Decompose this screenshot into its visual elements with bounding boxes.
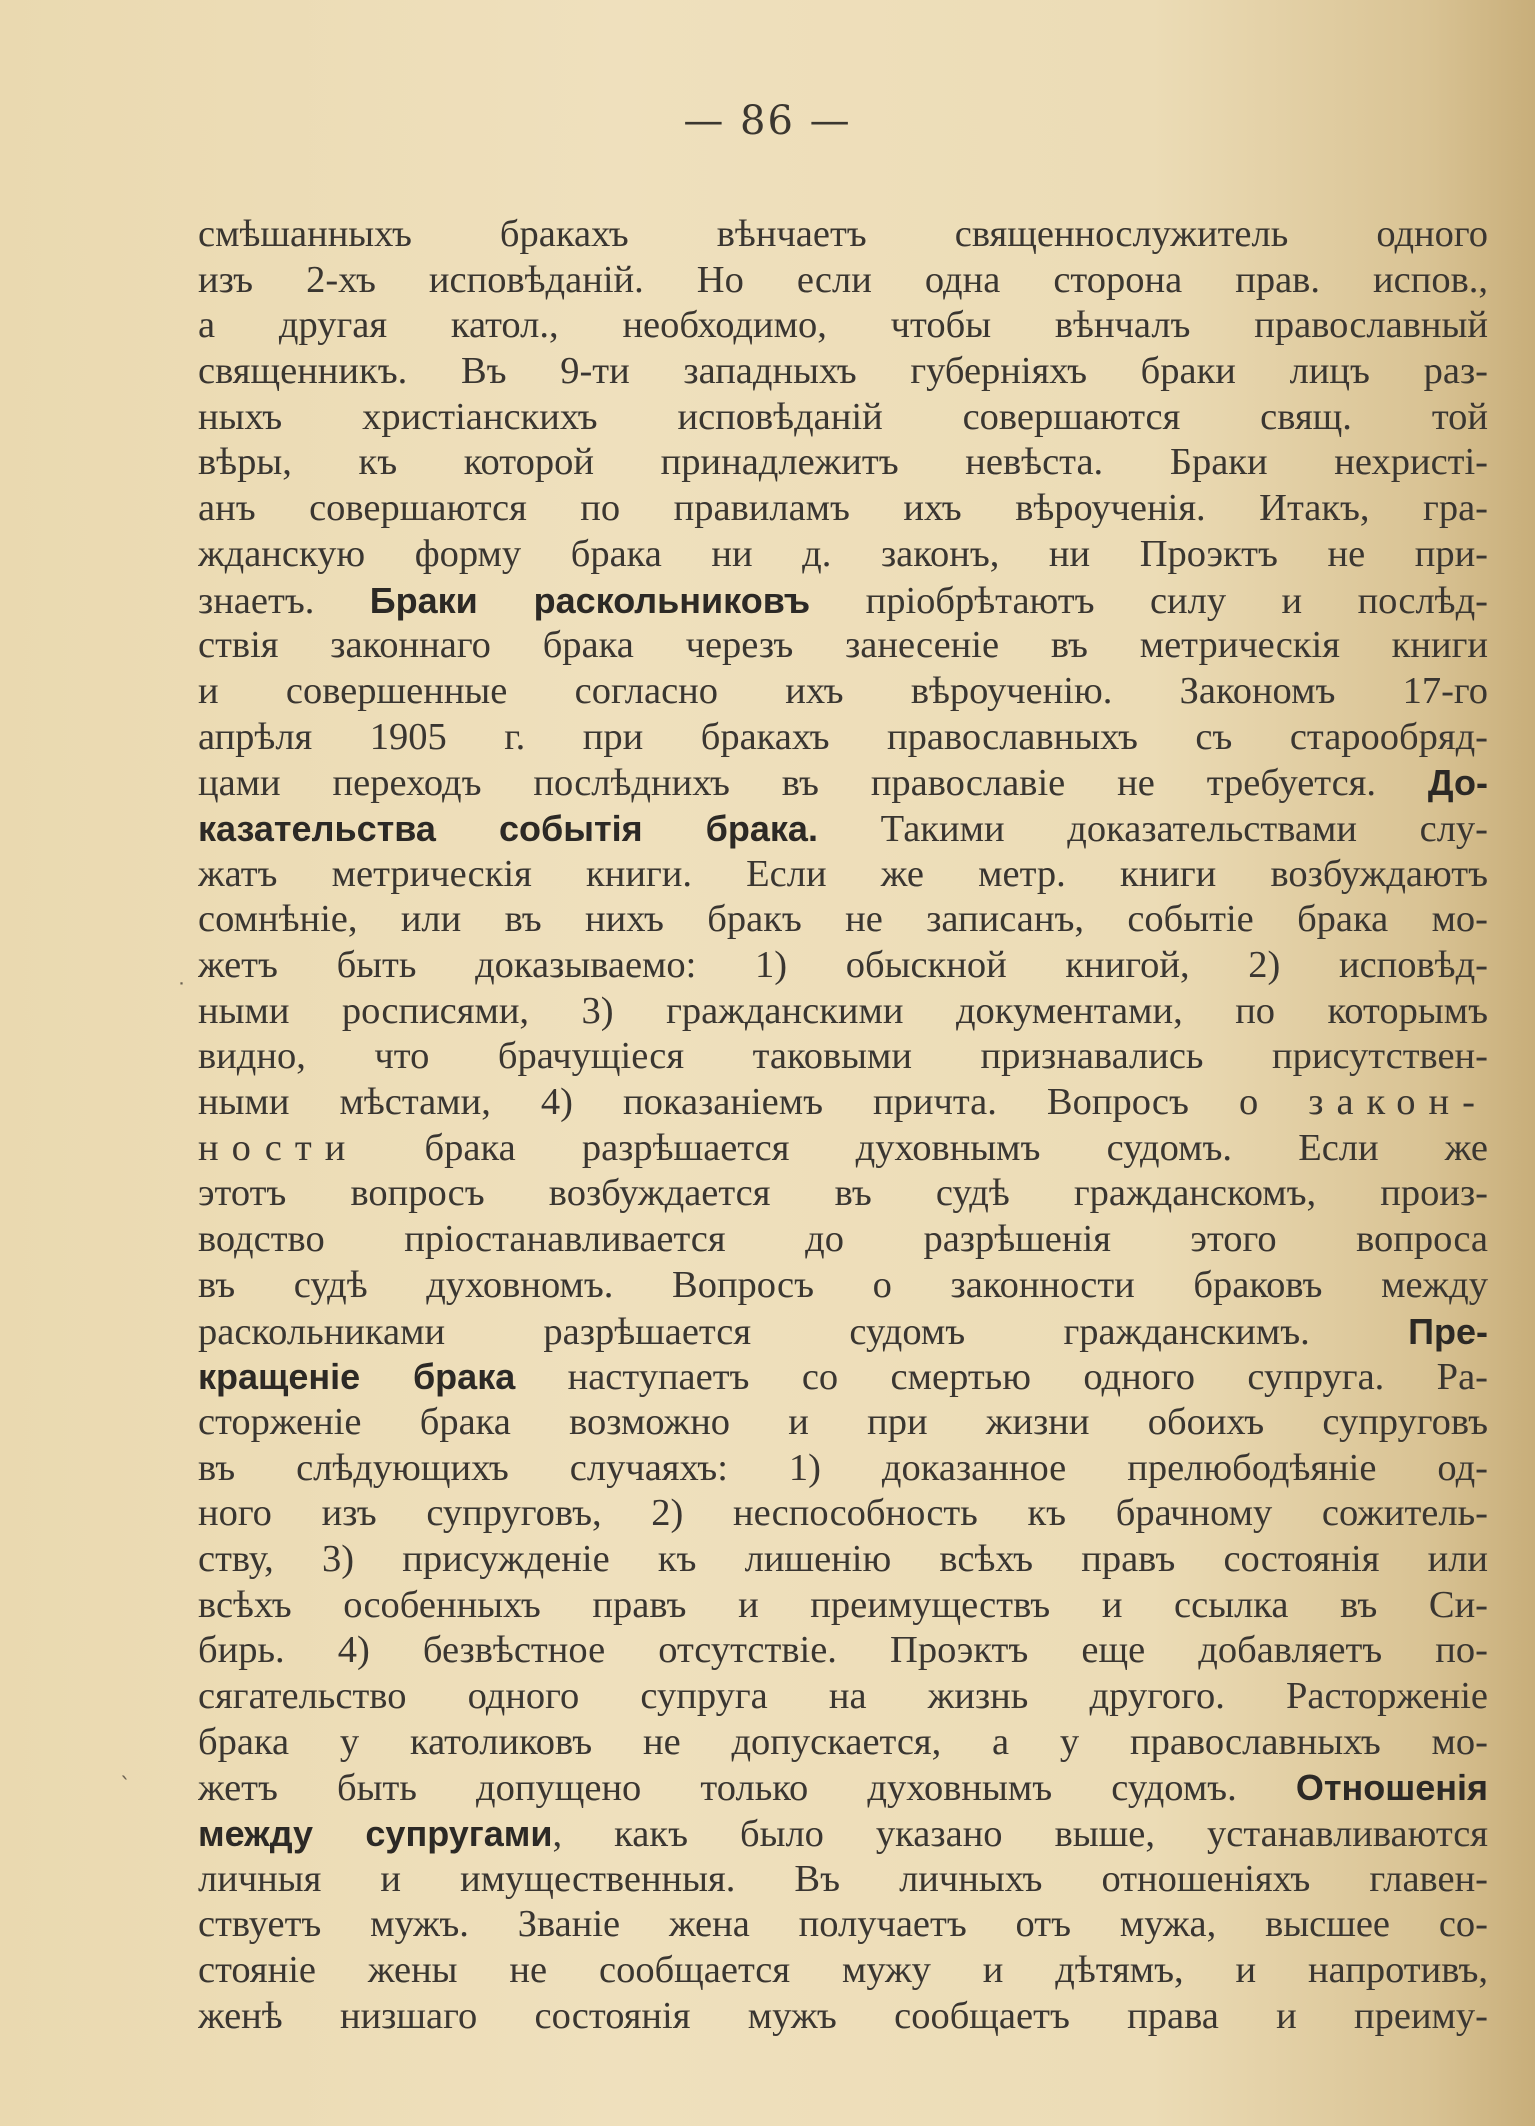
text-segment: въ слѣдующихъ случаяхъ: 1) доказанное прелюбодѣяніе од- xyxy=(198,1446,1488,1489)
text-segment: ствуетъ мужъ. Званіе жена получаетъ отъ мужа, высшее со- xyxy=(198,1903,1488,1946)
text-segment: всѣхъ особенныхъ правъ и преимуществъ и ссылка въ Си- xyxy=(198,1583,1488,1626)
text-segment: и совершенные согласно ихъ вѣроученію. Закономъ 17-го xyxy=(198,669,1488,712)
text-line xyxy=(198,623,1488,669)
text-line xyxy=(198,1537,1488,1583)
text-line xyxy=(198,897,1488,943)
text-segment: брака у католиковъ не допускается, а у православныхъ мо- xyxy=(198,1720,1488,1763)
text-segment: священникъ. Въ 9-ти западныхъ губерніяхъ браки лицъ раз- xyxy=(198,350,1488,393)
text-segment: бирь. 4) безвѣстное отсутствіе. Проэктъ еще добавляетъ по- xyxy=(198,1629,1488,1672)
text-segment: жатъ метрическія книги. Если же метр. книги возбуждаютъ xyxy=(198,852,1488,895)
text-segment: сягательство одного супруга на жизнь другого. Расторженіе xyxy=(198,1675,1488,1717)
text-line xyxy=(198,486,1488,532)
text-line xyxy=(198,1765,1488,1811)
text-segment: Такими доказательствами слу- xyxy=(817,807,1488,850)
text-segment: вѣры, къ которой принадлежитъ невѣста. Браки нехристі- xyxy=(198,441,1488,484)
text-line xyxy=(198,669,1488,715)
text-line xyxy=(198,440,1488,486)
spaced-term: закон- xyxy=(1308,1081,1488,1124)
text-segment: апрѣля 1905 г. при бракахъ православныхъ съ старообряд- xyxy=(198,715,1488,758)
text-line xyxy=(198,303,1488,349)
text-line xyxy=(198,532,1488,578)
text-line xyxy=(198,1309,1488,1355)
text-line xyxy=(198,989,1488,1035)
text-segment: водство пріостанавливается до разрѣшенія этого вопроса xyxy=(198,1218,1488,1261)
margin-mark: ˎ xyxy=(120,1755,131,1780)
spaced-term: ности xyxy=(198,1126,359,1169)
text-segment: ного изъ супруговъ, 2) неспособность къ брачному сожитель- xyxy=(198,1492,1488,1535)
text-line xyxy=(198,1720,1488,1766)
text-segment: жданскую форму брака ни д. законъ, ни Проэктъ не при- xyxy=(198,532,1488,575)
text-line xyxy=(198,1217,1488,1263)
text-line xyxy=(198,1400,1488,1446)
bold-term: До- xyxy=(1427,762,1488,804)
text-segment: цами переходъ послѣднихъ въ православіе не требуется. xyxy=(198,762,1428,805)
page-number: — 86 — xyxy=(683,98,852,144)
bold-term: Отношенія xyxy=(1295,1767,1488,1809)
text-line xyxy=(198,1583,1488,1629)
bold-term: кращеніе брака xyxy=(198,1356,516,1398)
bold-term: казательства событія брака. xyxy=(198,807,818,849)
text-segment: смѣшанныхъ бракахъ вѣнчаетъ священнослужитель одного xyxy=(198,213,1488,255)
text-line xyxy=(198,1491,1488,1537)
text-line xyxy=(198,943,1488,989)
text-segment: личныя и имущественныя. Въ личныхъ отношеніяхъ главен- xyxy=(198,1857,1488,1900)
text-segment: въ судѣ духовномъ. Вопросъ о законности браковъ между xyxy=(198,1263,1488,1306)
text-segment: сомнѣніе, или въ нихъ бракъ не записанъ, событіе брака мо- xyxy=(198,898,1488,941)
text-line xyxy=(198,1080,1488,1126)
text-line xyxy=(198,395,1488,441)
text-segment: изъ 2-хъ исповѣданій. Но если одна сторона прав. испов., xyxy=(198,258,1488,301)
text-line xyxy=(198,578,1488,624)
text-line xyxy=(198,1902,1488,1948)
text-line xyxy=(198,349,1488,395)
text-segment: ствія законнаго брака черезъ занесеніе въ метрическія книги xyxy=(198,624,1488,667)
text-line xyxy=(198,1994,1488,2040)
text-segment: стояніе жены не сообщается мужу и дѣтямъ, и напротивъ, xyxy=(198,1949,1488,1992)
text-line xyxy=(198,1126,1488,1172)
text-line xyxy=(198,258,1488,304)
text-segment: наступаетъ со смертью одного супруга. Ра- xyxy=(515,1356,1488,1399)
margin-mark: ˙ xyxy=(176,980,187,1005)
text-segment: ныхъ христіанскихъ исповѣданій совершаются свящ. той xyxy=(198,395,1488,438)
text-line xyxy=(198,212,1488,258)
text-segment: раскольниками разрѣшается судомъ гражданскимъ. xyxy=(198,1310,1409,1353)
bold-term: между супругами xyxy=(198,1813,553,1855)
bold-term: Пре- xyxy=(1408,1310,1488,1352)
body-text xyxy=(198,212,1488,2040)
text-line xyxy=(198,852,1488,898)
text-segment: , какъ было указано выше, устанавливаются xyxy=(552,1813,1488,1856)
text-line xyxy=(198,1034,1488,1080)
text-segment: ными росписями, 3) гражданскими документами, по которымъ xyxy=(198,989,1488,1032)
text-line xyxy=(198,806,1488,852)
text-segment: анъ совершаются по правиламъ ихъ вѣроученія. Итакъ, гра- xyxy=(198,487,1488,530)
text-segment: жетъ быть допущено только духовнымъ судомъ. xyxy=(198,1767,1296,1810)
text-line xyxy=(198,1857,1488,1903)
text-segment: ству, 3) присужденіе къ лишенію всѣхъ правъ состоянія или xyxy=(198,1537,1488,1580)
text-segment: жетъ быть доказываемо: 1) обыскной книгой, 2) исповѣд- xyxy=(198,944,1488,986)
text-segment: этотъ вопросъ возбуждается въ судѣ гражданскомъ, произ- xyxy=(198,1172,1488,1215)
text-line xyxy=(198,1811,1488,1857)
text-segment: женѣ низшаго состоянія мужъ сообщаетъ права и преиму- xyxy=(198,1994,1488,2037)
bold-term: Браки раскольниковъ xyxy=(369,579,811,621)
text-segment: видно, что брачущіеся таковыми признавались присутствен- xyxy=(198,1035,1488,1078)
text-line xyxy=(198,1263,1488,1309)
text-line xyxy=(198,1171,1488,1217)
text-segment: сторженіе брака возможно и при жизни обоихъ супруговъ xyxy=(198,1400,1488,1443)
text-line xyxy=(198,1948,1488,1994)
text-line xyxy=(198,1446,1488,1492)
text-line xyxy=(198,760,1488,806)
text-segment: а другая катол., необходимо, чтобы вѣнчалъ православный xyxy=(198,304,1488,347)
text-line xyxy=(198,1674,1488,1720)
text-segment: знаетъ. xyxy=(198,579,370,622)
text-line xyxy=(198,1628,1488,1674)
text-segment: пріобрѣтаютъ силу и послѣд- xyxy=(810,579,1488,622)
text-segment: ными мѣстами, 4) показаніемъ причта. Вопросъ о xyxy=(198,1081,1309,1124)
text-segment: брака разрѣшается духовнымъ судомъ. Если же xyxy=(358,1126,1488,1169)
text-line xyxy=(198,1354,1488,1400)
text-line xyxy=(198,715,1488,761)
